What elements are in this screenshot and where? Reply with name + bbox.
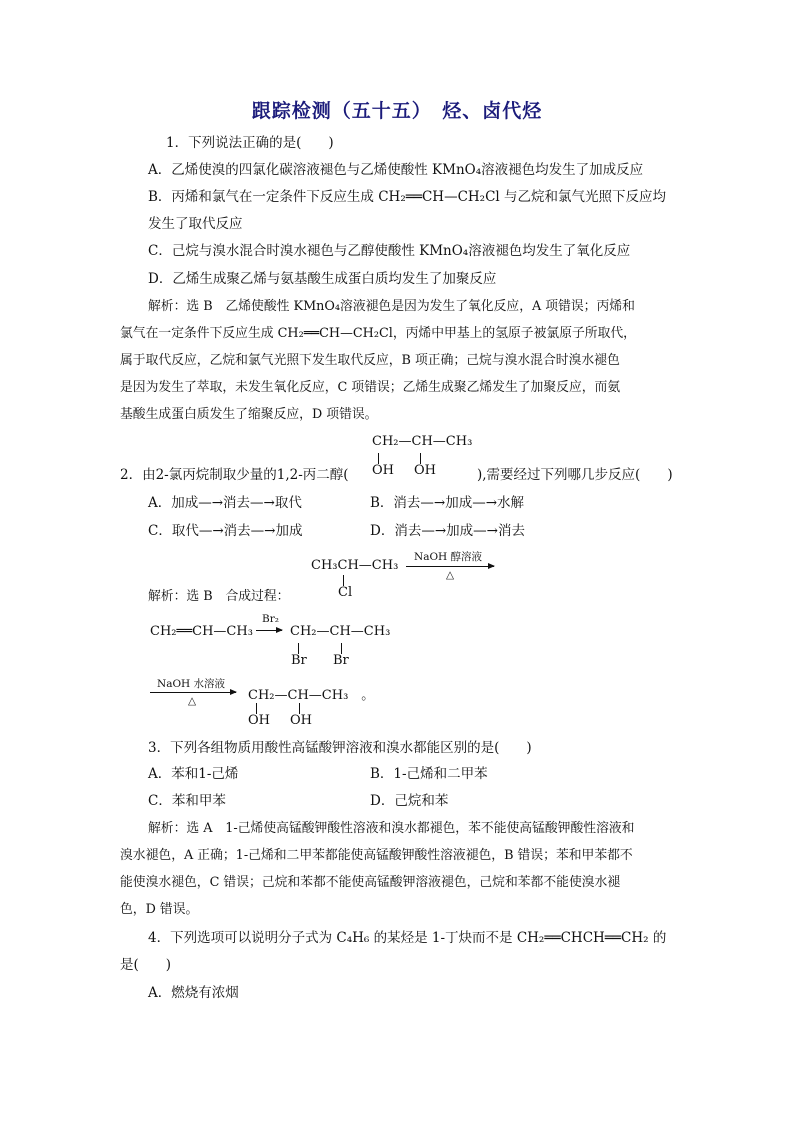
q2-r2-arrow bbox=[256, 630, 282, 631]
q1-explanation-line3: 属于取代反应，乙烷和氯气光照下发生取代反应，B 项正确；己烷与溴水混合时溴水褪色 bbox=[120, 353, 620, 368]
page-title: 跟踪检测（五十五） 烃、卤代烃 bbox=[251, 100, 543, 122]
q2-r2-reactant: CH₂══CH—CH₃ bbox=[150, 624, 253, 639]
q1-option-a: A．乙烯使溴的四氯化碳溶液褪色与乙烯使酸性 KMnO₄溶液褪色均发生了加成反应 bbox=[148, 162, 644, 178]
q3-explanation-line1: 解析：选 A 1-己烯使高锰酸钾酸性溶液和溴水都褪色，苯不能使高锰酸钾酸性溶液和 bbox=[148, 821, 635, 836]
q4-option-a: A．燃烧有浓烟 bbox=[148, 985, 239, 1001]
q1-option-b-line1: B．丙烯和氯气在一定条件下反应生成 CH₂══CH—CH₂Cl 与乙烷和氯气光照下反应均 bbox=[148, 189, 667, 205]
q3-option-a: A．苯和1-己烯 bbox=[148, 766, 239, 782]
q2-stem-part1: 2．由2-氯丙烷制取少量的1,2-丙二醇( bbox=[120, 467, 349, 483]
q2-diol-oh2: OH bbox=[414, 463, 436, 478]
q1-stem: 1．下列说法正确的是( ) bbox=[166, 135, 334, 151]
q2-r1-reactant: CH₃CH—CH₃ bbox=[311, 558, 399, 573]
q3-stem: 3．下列各组物质用酸性高锰酸钾溶液和溴水都能区别的是( ) bbox=[148, 740, 532, 756]
q3-explanation-line3: 能使溴水褪色，C 错误；己烷和苯都不能使高锰酸钾溶液褪色，己烷和苯都不能使溴水褪 bbox=[120, 875, 621, 890]
q2-stem-part2: ),需要经过下列哪几步反应( ) bbox=[477, 467, 673, 483]
q3-option-b: B．1-己烯和二甲苯 bbox=[370, 766, 488, 782]
q2-r2-condition: Br₂ bbox=[262, 613, 279, 625]
q2-option-a: A．加成—→消去—→取代 bbox=[148, 495, 302, 511]
q3-explanation-line2: 溴水褪色，A 正确；1-己烯和二甲苯都能使高锰酸钾酸性溶液褪色，B 错误；苯和甲苯都不 bbox=[120, 848, 633, 863]
q2-r3-arrow bbox=[150, 692, 236, 693]
q1-explanation-line4: 是因为发生了萃取，未发生氧化反应，C 项错误；乙烯生成聚乙烯发生了加聚反应，而氨 bbox=[120, 380, 621, 395]
q2-option-c: C．取代—→消去—→加成 bbox=[148, 523, 303, 539]
q2-r3-oh1: OH bbox=[248, 713, 270, 728]
q2-diol-backbone: CH₂—CH—CH₃ bbox=[372, 434, 473, 449]
q1-option-c: C．己烷与溴水混合时溴水褪色与乙醇使酸性 KMnO₄溶液褪色均发生了氧化反应 bbox=[148, 243, 631, 259]
q1-option-d: D．乙烯生成聚乙烯与氨基酸生成蛋白质均发生了加聚反应 bbox=[148, 271, 497, 287]
q2-r2-product: CH₂—CH—CH₃ bbox=[290, 624, 391, 639]
q2-explanation-label: 解析：选 B 合成过程： bbox=[148, 589, 290, 604]
q2-r1-arrow bbox=[406, 566, 494, 567]
q2-r3-oh2: OH bbox=[290, 713, 312, 728]
q2-diol-oh1: OH bbox=[372, 463, 394, 478]
q3-explanation-line4: 色，D 错误。 bbox=[120, 902, 199, 917]
q2-r1-condition: NaOH 醇溶液 bbox=[414, 551, 483, 563]
q2-r1-heat: △ bbox=[446, 569, 455, 581]
q1-option-b-line2: 发生了取代反应 bbox=[148, 216, 243, 232]
q1-explanation-line1: 解析：选 B 乙烯使酸性 KMnO₄溶液褪色是因为发生了氧化反应，A 项错误；丙烯和 bbox=[148, 299, 635, 314]
q1-explanation-line5: 基酸生成蛋白质发生了缩聚反应，D 项错误。 bbox=[120, 407, 378, 422]
q2-r2-br1: Br bbox=[291, 653, 307, 668]
q2-r1-cl: Cl bbox=[338, 585, 353, 600]
q4-stem-line1: 4．下列选项可以说明分子式为 C₄H₆ 的某烃是 1-丁炔而不是 CH₂══CHCH══CH₂ 的 bbox=[148, 930, 667, 946]
q2-option-d: D．消去—→加成—→消去 bbox=[370, 523, 525, 539]
q2-r3-product: CH₂—CH—CH₃ 。 bbox=[248, 688, 375, 703]
q1-explanation-line2: 氯气在一定条件下反应生成 CH₂══CH—CH₂Cl，丙烯中甲基上的氢原子被氯原子所取代， bbox=[120, 326, 636, 341]
q3-option-d: D．己烷和苯 bbox=[370, 793, 449, 809]
q2-r3-heat: △ bbox=[188, 695, 197, 707]
q2-r3-condition: NaOH 水溶液 bbox=[157, 678, 226, 690]
q3-option-c: C．苯和甲苯 bbox=[148, 793, 226, 809]
q2-r2-br2: Br bbox=[333, 653, 349, 668]
q4-stem-line2: 是( ) bbox=[120, 957, 172, 973]
q2-option-b: B．消去—→加成—→水解 bbox=[370, 495, 525, 511]
